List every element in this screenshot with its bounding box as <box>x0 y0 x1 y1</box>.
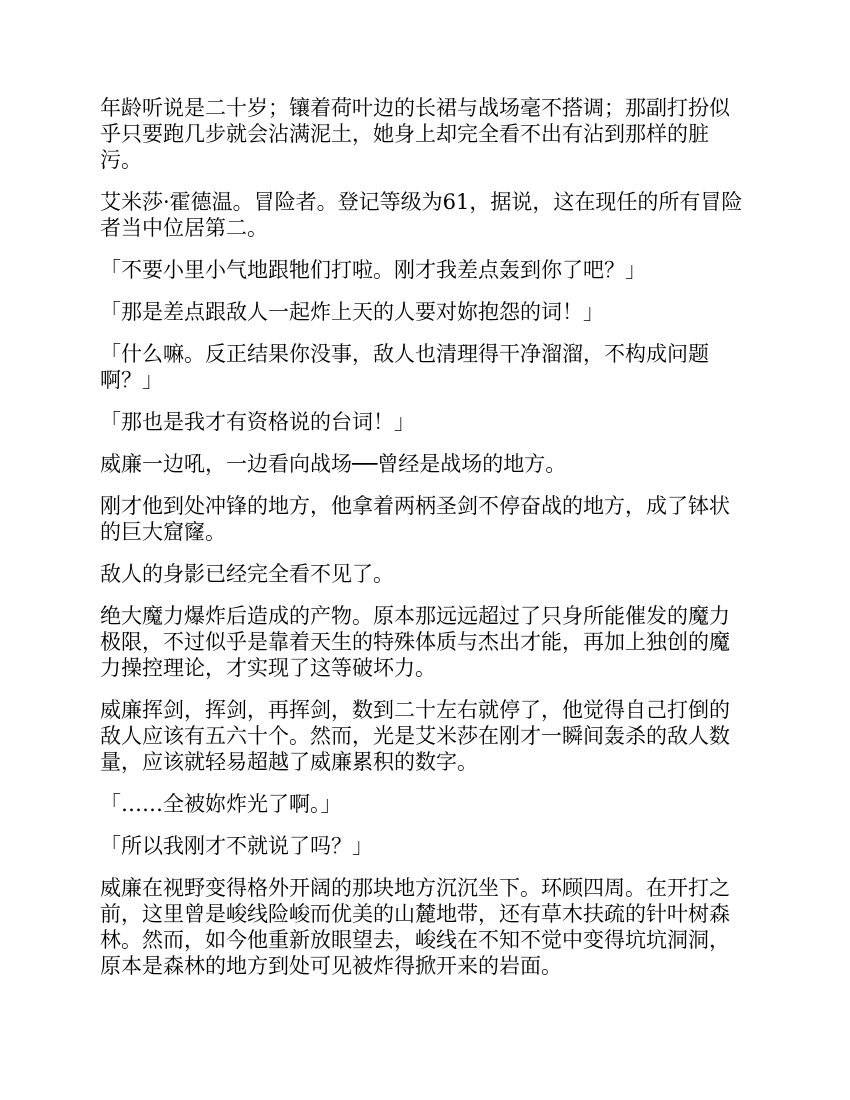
paragraph: 威廉一边吼，一边看向战场──曾经是战场的地方。 <box>100 452 567 476</box>
paragraph: 年龄听说是二十岁；镶着荷叶边的长裙与战场毫不搭调；那副打扮似乎只要跑几步就会沾满泥土，她身上却完全看不出有沾到那样的脏污。 <box>100 96 730 172</box>
paragraph: 刚才他到处冲锋的地方，他拿着两柄圣剑不停奋战的地方，成了钵状的巨大窟窿。 <box>100 494 730 544</box>
paragraph: 「所以我刚才不就说了吗？」 <box>100 834 373 858</box>
paragraph: 威廉挥剑，挥剑，再挥剑，数到二十左右就停了，他觉得自己打倒的敌人应该有五六十个。然而，光是艾米莎在刚才一瞬间轰杀的敌人数量，应该就轻易超越了威廉累积的数字。 <box>100 698 730 774</box>
paragraph: 「那是差点跟敌人一起炸上天的人要对妳抱怨的词！」 <box>100 300 604 324</box>
paragraph: 「那也是我才有资格说的台词！」 <box>100 410 415 434</box>
paragraph: 「……全被妳炸光了啊。」 <box>100 792 342 816</box>
paragraph: 威廉在视野变得格外开阔的那块地方沉沉坐下。环顾四周。在开打之前，这里曾是峻线险峻而优美的山麓地带，还有草木扶疏的针叶树森林。然而，如今他重新放眼望去，峻线在不知不觉中变得坑坑洞洞，原本是森林的地方到处可见被炸得掀开来的岩面。 <box>100 876 730 978</box>
paragraph: 「不要小里小气地跟牠们打啦。刚才我差点轰到你了吧？」 <box>100 258 646 282</box>
paragraph: 敌人的身影已经完全看不见了。 <box>100 562 394 586</box>
paragraph: 绝大魔力爆炸后造成的产物。原本那远远超过了只身所能催发的魔力极限，不过似乎是靠着天生的特殊体质与杰出才能，再加上独创的魔力操控理论，才实现了这等破坏力。 <box>100 604 730 680</box>
paragraph: 艾米莎·霍德温。冒险者。登记等级为61，据说，这在现任的所有冒险者当中位居第二。 <box>100 190 743 240</box>
paragraph: 「什么嘛。反正结果你没事，敌人也清理得干净溜溜，不构成问题啊？」 <box>100 342 709 392</box>
document-body <box>100 95 750 995</box>
